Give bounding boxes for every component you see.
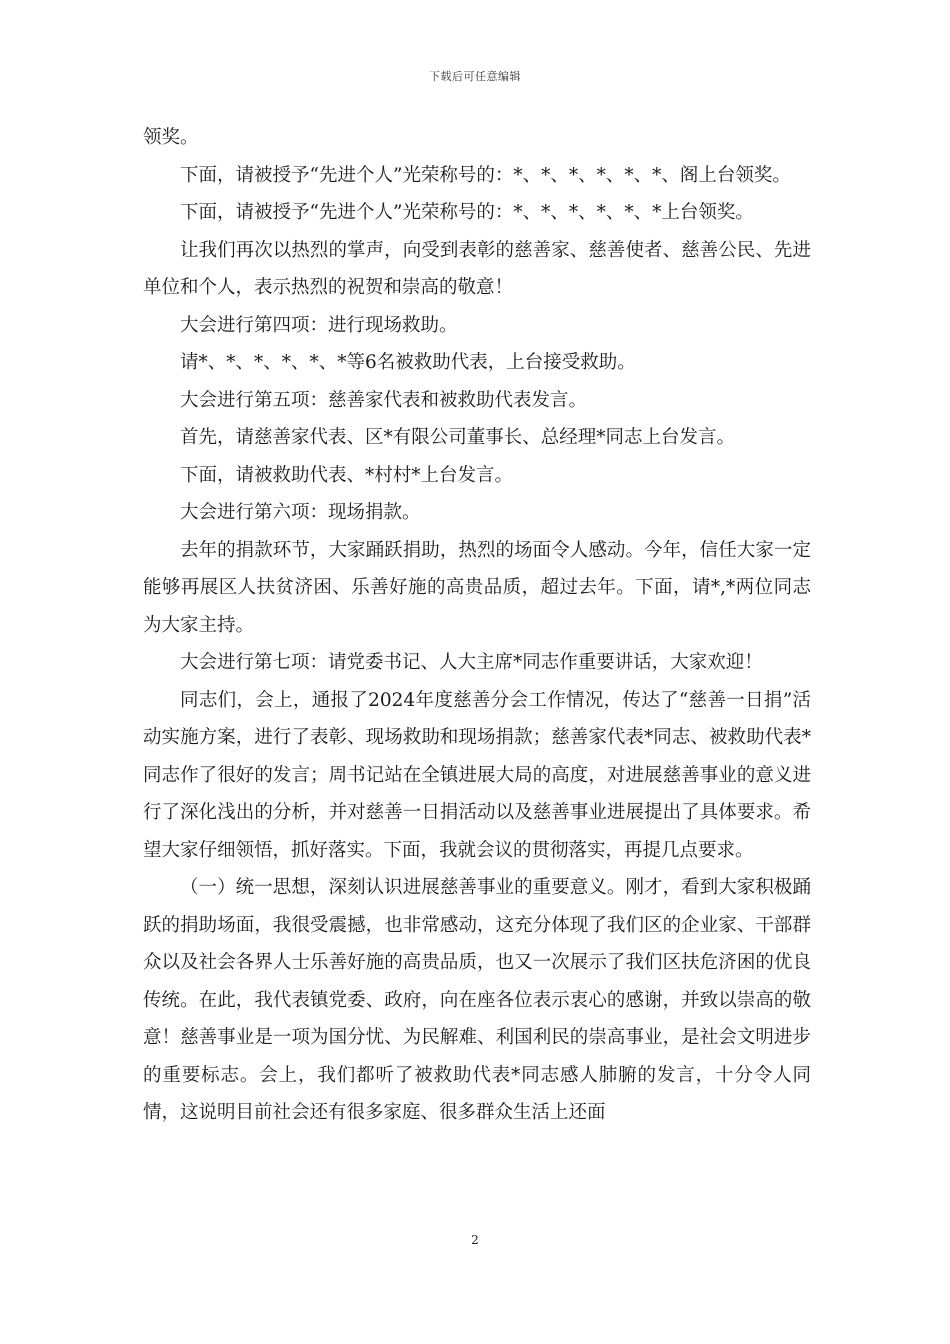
paragraph: 下面，请被授予“先进个人”光荣称号的：*、*、*、*、*、*上台领奖。 [180, 202, 754, 223]
paragraph: 大会进行第四项：进行现场救助。 [180, 314, 458, 336]
paragraph: 大会进行第五项：慈善家代表和被救助代表发言。 [180, 389, 588, 411]
paragraph: 下面，请被授予“先进个人”光荣称号的：*、*、*、*、*、*、阁上台领奖。 [180, 164, 791, 186]
paragraph: 去年的捐款环节，大家踊跃捐助，热烈的场面令人感动。今年，信任大家一定能够再展区人扶贫济困、乐善好施的高贵品质，超过去年。下面，请*,*两位同志为大家主持。 [143, 539, 811, 636]
paragraph: 下面，请被救助代表、*村村*上台发言。 [180, 464, 514, 486]
paragraph: 大会进行第六项：现场捐款。 [180, 502, 421, 523]
page-number: 2 [471, 1233, 479, 1247]
page-header: 下载后可任意编辑 [429, 70, 521, 83]
paragraph: （一）统一思想，深刻认识进展慈善事业的重要意义。刚才，看到大家积极踊跃的捐助场面，我很受震撼，也非常感动，这充分体现了我们区的企业家、干部群众以及社会各界人士乐善好施的高贵品质，也又一次展示了我们区扶危济困的优良传统。在此，我代表镇党委、政府，向在座各位表示衷心的感谢，并致以崇高的敬意！慈善事业是一项为国分忧、为民解难、利国利民的崇高事业，是社会文明进步的重要标志。会上，我们都听了被救助代表*同志感人肺腑的发言，十分令人同情，这说明目前社会还有很多家庭、很多群众生活上还面 [143, 877, 811, 1123]
paragraph: 请*、*、*、*、*、*等6名被救助代表，上台接受救助。 [180, 352, 636, 373]
paragraph: 让我们再次以热烈的掌声，向受到表彰的慈善家、慈善使者、慈善公民、先进单位和个人，表示热烈的祝贺和崇高的敬意！ [143, 239, 811, 298]
paragraph: 大会进行第七项：请党委书记、人大主席*同志作重要讲话，大家欢迎！ [180, 652, 763, 673]
paragraph: 领奖。 [143, 127, 199, 148]
document-body [143, 119, 811, 1132]
paragraph: 同志们，会上，通报了2024年度慈善分会工作情况，传达了“慈善一日捐”活动实施方案，进行了表彰、现场救助和现场捐款；慈善家代表*同志、被救助代表*同志作了很好的发言；周书记站在全镇进展大局的高度，对进展慈善事业的意义进行了深化浅出的分析，并对慈善一日捐活动以及慈善事业进展提出了具体要求。希望大家仔细领悟，抓好落实。下面，我就会议的贯彻落实，再提几点要求。 [143, 689, 811, 861]
paragraph: 首先，请慈善家代表、区*有限公司董事长、总经理*同志上台发言。 [180, 427, 736, 448]
